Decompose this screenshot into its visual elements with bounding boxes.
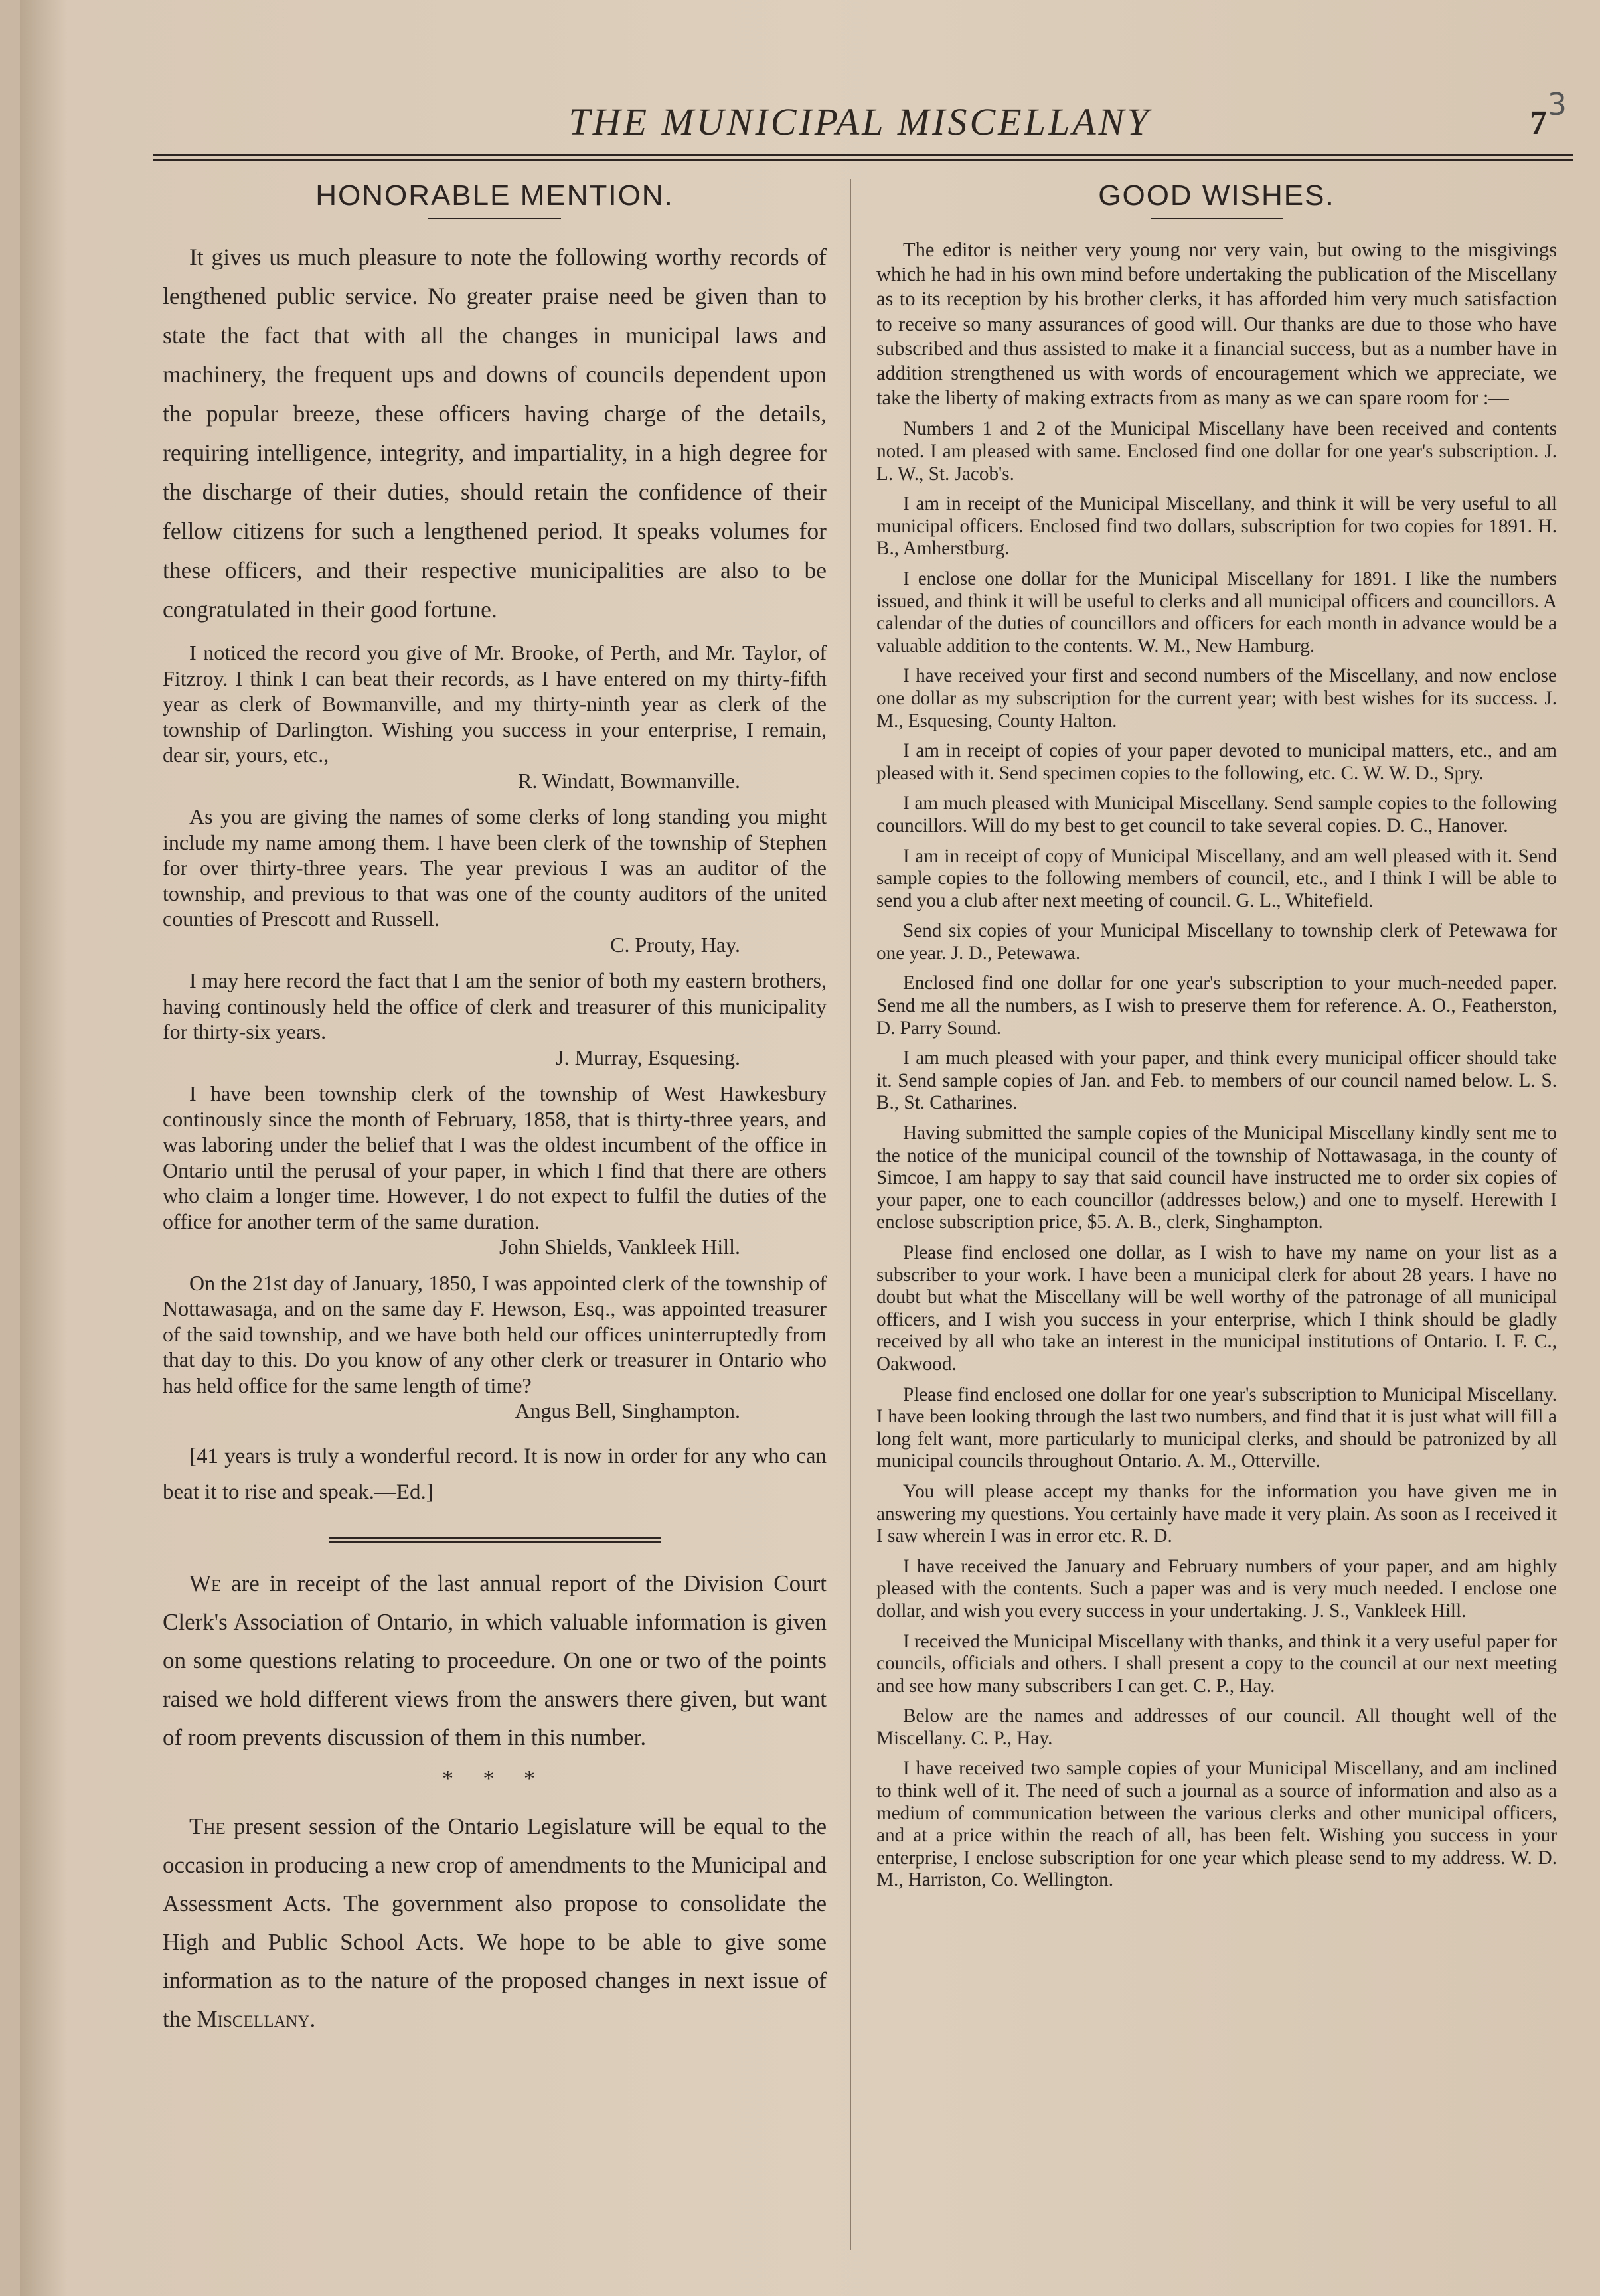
good-wishes-intro: The editor is neither very young nor very vain, but owing to the misgivings which he had in his own mind before undertaking the publication of the Miscellany as to its reception by his brother clerks, it has afforded him very much satisfaction to receive so many assurances of good will. Our thanks are due to those who have subscribed and thus assisted to make it a financial success, but as a number have in addition strengthened us with words of encouragement which we appreciate, we take the liberty of making extracts from as many as we can spare room for :— bbox=[876, 238, 1557, 410]
letter-signature: R. Windatt, Bowmanville. bbox=[518, 768, 740, 793]
honorable-mention-heading: HONORABLE MENTION. bbox=[315, 179, 674, 212]
subscriber-letter: Send six copies of your Municipal Miscellany to township clerk of Petewawa for one year. J. D., Petewawa. bbox=[876, 920, 1557, 964]
subscriber-letter: I enclose one dollar for the Municipal Miscellany for 1891. I like the numbers issued, and think it will be useful to clerks and all municipal officers and councillors. A calendar of the duties of councillors and officers for each month in advance would be a valuable addition to the contents. W. M., New Hamburg. bbox=[876, 568, 1557, 656]
header-rule-top bbox=[153, 154, 1573, 156]
letter-shields bbox=[163, 1081, 827, 1260]
letter-signature: Angus Bell, Singhampton. bbox=[515, 1399, 740, 1422]
subscriber-letter: I received the Municipal Miscellany with thanks, and think it a very useful paper for councils, officials and others. I shall present a copy to the council at our next meeting and see how many subscribers I can get. C. P., Hay. bbox=[876, 1630, 1557, 1697]
letter-bell bbox=[163, 1270, 827, 1424]
newspaper-page bbox=[20, 0, 1600, 2296]
subscriber-letter: I have received the January and February numbers of your paper, and am highly pleased with the contents. Such a paper was and is very much needed. I enclose one dollar, and wish you every success in your undertaking. J. S., Vankleek Hill. bbox=[876, 1555, 1557, 1622]
subscriber-letter: I am much pleased with your paper, and think every municipal officer should take it. Send sample copies of Jan. and Feb. to members of our council named below. L. S. B., St. Catharines. bbox=[876, 1047, 1557, 1114]
letter-windatt bbox=[163, 640, 827, 793]
dropcap-word: We bbox=[189, 1570, 222, 1596]
subscriber-letter: Numbers 1 and 2 of the Municipal Miscellany have been received and contents noted. I am pleased with same. Enclosed find one dollar for one year's subscription. J. L. W., St. Jacob's. bbox=[876, 418, 1557, 485]
subscriber-letter: I am in receipt of copies of your paper devoted to municipal matters, etc., and am pleased with it. Send specimen copies to the following, etc. C. W. W. D., Spry. bbox=[876, 740, 1557, 784]
letter-body: I have been township clerk of the township of West Hawkesbury continously since the month of February, 1858, that is thirty-three years, and was laboring under the belief that I was the oldest incumbent of the office in Ontario until the perusal of your paper, in which I find that there are others who claim a longer time. However, I do not expect to fulfil the duties of the office for another term of the same duration. bbox=[163, 1081, 827, 1233]
letter-signature: C. Prouty, Hay. bbox=[610, 932, 740, 957]
subscriber-letter: Below are the names and addresses of our council. All thought well of the Miscellany. C. P., Hay. bbox=[876, 1705, 1557, 1749]
left-column bbox=[163, 179, 827, 2038]
subscriber-letter: I have received your first and second numbers of the Miscellany, and now enclose one dollar as my subscription for the current year; with best wishes for its success. J. M., Esquesing, County Halton. bbox=[876, 665, 1557, 731]
letter-murray bbox=[163, 968, 827, 1070]
subscriber-letter: I am in receipt of the Municipal Miscellany, and think it will be very useful to all municipal officers. Enclosed find two dollars, subscription for two copies for 1891. H. B., Amherstburg. bbox=[876, 493, 1557, 560]
page-number: 7 bbox=[1530, 104, 1547, 142]
division-court-paragraph bbox=[163, 1565, 827, 1757]
dropcap-word: The bbox=[189, 1813, 226, 1839]
page-header bbox=[153, 86, 1567, 143]
paragraph-text: are in receipt of the last annual report of the Division Court Clerk's Association of Ontario, in which valuable information is given on some questions relating to proceedure. On one or two of the points raised we hold different views from the answers there given, but want of room prevents discussion of them in this number. bbox=[163, 1570, 827, 1750]
heading-rule bbox=[1151, 218, 1283, 219]
paragraph-text: present session of the Ontario Legislature will be equal to the occasion in producing a new crop of amendments to the Municipal and Assessment Acts. The government also propose to consolidate the High and Public School Acts. We hope to be able to give some information as to the nature of the proposed changes in next issue of the bbox=[163, 1813, 827, 2032]
column-divider bbox=[850, 179, 851, 2250]
letter-signature: John Shields, Vankleek Hill. bbox=[499, 1235, 740, 1259]
legislature-paragraph bbox=[163, 1807, 827, 2038]
honorable-mention-intro: It gives us much pleasure to note the following worthy records of lengthened public service. No greater praise need be given than to state the fact that with all the changes in municipal laws and machinery, the frequent ups and downs of councils dependent upon the popular breeze, these officers having charge of the details, requiring intelligence, integrity, and impartiality, in a high degree for the discharge of their duties, should retain the confidence of their fellow citizens for such a lengthened period. It speaks volumes for these officers, and their respective municipalities are also to be congratulated in their good fortune. bbox=[163, 244, 827, 623]
publication-title: THE MUNICIPAL MISCELLANY bbox=[568, 100, 1151, 143]
subscriber-letter: Please find enclosed one dollar for one year's subscription to Municipal Miscellany. I have been looking through the last two numbers, and find that it is just what will fill a long felt want, more particularly to municipal clerks, and should be patronized by all municipal councils throughout Ontario. A. M., Otterville. bbox=[876, 1383, 1557, 1472]
editor-note: [41 years is truly a wonderful record. It is now in order for any who can beat it to rise and speak.—Ed.] bbox=[163, 1444, 827, 1504]
right-column bbox=[876, 179, 1557, 1892]
asterism: * * * bbox=[442, 1766, 547, 1791]
letter-body: On the 21st day of January, 1850, I was appointed clerk of the township of Nottawasaga, and on the same day F. Hewson, Esq., was appointed treasurer of the said township, and we have both held our offices uninterruptedly from that day to this. Do you know of any other clerk or treasurer in Ontario who has held office for the same length of time? bbox=[163, 1270, 827, 1397]
letter-body: I may here record the fact that I am the senior of both my eastern brothers, having continously held the office of clerk and treasurer of this municipality for thirty-six years. bbox=[163, 968, 827, 1043]
subscriber-letter: I am much pleased with Municipal Miscellany. Send sample copies to the following councillors. Will do my best to get council to take several copies. D. C., Hanover. bbox=[876, 793, 1557, 836]
subscriber-letter: I have received two sample copies of your Municipal Miscellany, and am inclined to think well of it. The need of such a journal as a source of information and also as a medium of communication between the various clerks and other municipal officers, and at a price within the reach of all, has been felt. Wishing you success in your enterprise, I enclose subscription for one year which please send to my address. W. D. M., Harriston, Co. Wellington. bbox=[876, 1758, 1557, 1891]
subscriber-letter: I am in receipt of copy of Municipal Miscellany, and am well pleased with it. Send sample copies to the following members of council, etc., and I think I will be able to send you a club after next meeting of council. G. L., Whitefield. bbox=[876, 845, 1557, 911]
letter-prouty bbox=[163, 804, 827, 957]
letter-body: I noticed the record you give of Mr. Brooke, of Perth, and Mr. Taylor, of Fitzroy. I think I can beat their records, as I have entered on my thirty-fifth year as clerk of Bowmanville, and my thirty-ninth year as clerk of the township of Darlington. Wishing you success in your enterprise, I remain, dear sir, yours, etc., bbox=[163, 641, 827, 767]
letter-signature: J. Murray, Esquesing. bbox=[556, 1045, 740, 1069]
subscriber-letter: Enclosed find one dollar for one year's subscription to your much-needed paper. Send me all the numbers, as I wish to preserve them for reference. A. O., Featherston, D. Parry Sound. bbox=[876, 972, 1557, 1039]
miscellany-name: Miscellany. bbox=[197, 2005, 316, 2032]
section-divider bbox=[329, 1537, 661, 1543]
subscriber-letter: Please find enclosed one dollar, as I wish to have my name on your list as a subscriber to your work. I have been a municipal clerk for about 28 years. I have no doubt but what the Miscellany will be well worthy of the patronage of all municipal officers, and I wish you success in your enterprise, which I think should be gladly received by all who take an interest in the municipal institutions of Ontario. I. F. C., Oakwood. bbox=[876, 1242, 1557, 1375]
header-rule-bottom bbox=[153, 159, 1573, 161]
handwritten-page-mark: 3 bbox=[1547, 86, 1567, 122]
letter-body: As you are giving the names of some clerks of long standing you might include my name among them. I have been clerk of the township of Stephen for over thirty-three years. The year previous I was an auditor of the township, and previous to that was one of the county auditors of the united counties of Prescott and Russell. bbox=[163, 804, 827, 931]
heading-rule bbox=[428, 218, 561, 219]
subscriber-letter: You will please accept my thanks for the information you have given me in answering my questions. You certainly have made it very plain. As soon as I received it I saw wherein I was in error etc. R. D. bbox=[876, 1480, 1557, 1547]
good-wishes-heading: GOOD WISHES. bbox=[1098, 179, 1335, 212]
subscriber-letter: Having submitted the sample copies of the Municipal Miscellany kindly sent me to the notice of the municipal council of the township of Nottawasaga, in the county of Simcoe, I am happy to say that said council have instructed me to order six copies of your paper, one to each councillor (addresses below,) and one to myself. Herewith I enclose subscription price, $5. A. B., clerk, Singhampton. bbox=[876, 1122, 1557, 1233]
